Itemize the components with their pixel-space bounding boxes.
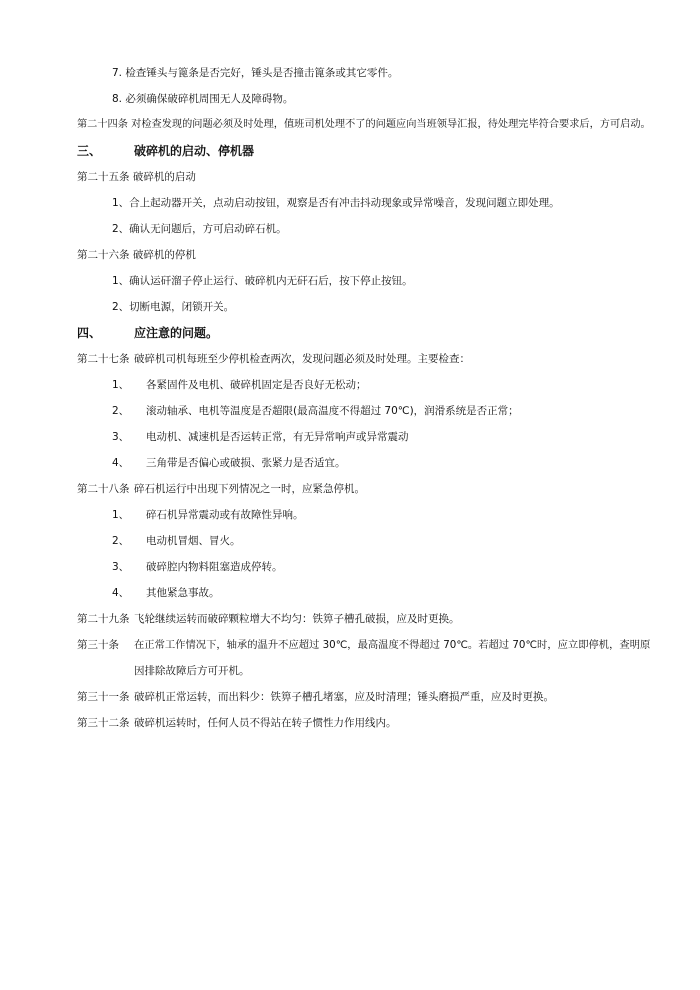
article-27-item-number: 4、: [112, 457, 130, 469]
article-28-text: 碎石机运行中出现下列情况之一时，应紧急停机。: [134, 483, 365, 495]
article-25: 第二十五条 破碎机的启动: [77, 171, 196, 183]
article-32-text: 破碎机运转时，任何人员不得站在转子惯性力作用线内。: [134, 717, 397, 729]
article-27-item-text: 电动机、减速机是否运转正常，有无异常响声或异常震动: [146, 431, 409, 443]
section-4-title: 应注意的问题。: [134, 326, 219, 340]
section-3-title: 破碎机的启动、停机器: [134, 144, 255, 158]
article-28-item-text: 电动机冒烟、冒火。: [146, 535, 241, 547]
article-27-item-text: 各紧固件及电机、破碎机固定是否良好无松动；: [146, 379, 367, 391]
article-26-item-1: 1、确认运矸溜子停止运行、破碎机内无矸石后，按下停止按钮。: [112, 275, 413, 287]
article-28-item-text: 破碎腔内物料阻塞造成停转。: [146, 561, 283, 573]
article-30-text-line-1: 在正常工作情况下，轴承的温升不应超过 30℃，最高温度不得超过 70℃。若超过 70℃时，应立即停机，查明原: [134, 639, 651, 651]
article-24: 第二十四条 对检查发现的问题必须及时处理，值班司机处理不了的问题应向当班领导汇报，待处理完毕符合要求后，方可启动。: [77, 119, 651, 130]
article-27-item-text: 滚动轴承、电机等温度是否超限(最高温度不得超过 70℃)，润滑系统是否正常；: [146, 405, 519, 417]
article-32-label: 第三十二条: [77, 717, 130, 729]
article-31-label: 第三十一条: [77, 691, 130, 703]
item-7: 7. 检查锤头与篦条是否完好，锤头是否撞击篦条或其它零件。: [112, 67, 399, 79]
article-28-item-number: 4、: [112, 587, 130, 599]
article-28-item-text: 碎石机异常震动或有故障性异响。: [146, 509, 304, 521]
article-30-label: 第三十条: [77, 639, 119, 651]
article-27-item-number: 1、: [112, 379, 130, 391]
article-28-item-number: 3、: [112, 561, 130, 573]
article-27-label: 第二十七条: [77, 353, 130, 365]
section-4-number: 四、: [77, 326, 102, 340]
article-25-item-2: 2、确认无问题后，方可启动碎石机。: [112, 223, 287, 235]
article-29-label: 第二十九条: [77, 613, 130, 625]
article-28-item-number: 1、: [112, 509, 130, 521]
article-27-item-text: 三角带是否偏心或破损、张紧力是否适宜。: [146, 457, 346, 469]
article-25-item-1: 1、合上起动器开关，点动启动按钮，观察是否有冲击抖动现象或异常噪音，发现问题立即处理。: [112, 197, 560, 209]
article-30-text-line-2: 因排除故障后方可开机。: [134, 665, 250, 677]
article-28-item-number: 2、: [112, 535, 130, 547]
article-28-item-text: 其他紧急事故。: [146, 587, 220, 599]
article-27-item-number: 2、: [112, 405, 130, 417]
article-27-text: 破碎机司机每班至少停机检查两次，发现问题必须及时处理。主要检查：: [134, 353, 470, 365]
article-26-item-2: 2、切断电源，闭锁开关。: [112, 301, 235, 313]
article-31-text: 破碎机正常运转，而出料少：铁箅子槽孔堵塞，应及时清理；锤头磨损严重，应及时更换。: [134, 691, 554, 703]
section-3-number: 三、: [77, 144, 102, 158]
article-27-item-number: 3、: [112, 431, 130, 443]
article-29-text: 飞轮继续运转而破碎颗粒增大不均匀：铁箅子槽孔破损，应及时更换。: [134, 613, 460, 625]
article-28-label: 第二十八条: [77, 483, 130, 495]
article-26: 第二十六条 破碎机的停机: [77, 249, 196, 261]
item-8: 8. 必须确保破碎机周围无人及障碍物。: [112, 93, 294, 105]
